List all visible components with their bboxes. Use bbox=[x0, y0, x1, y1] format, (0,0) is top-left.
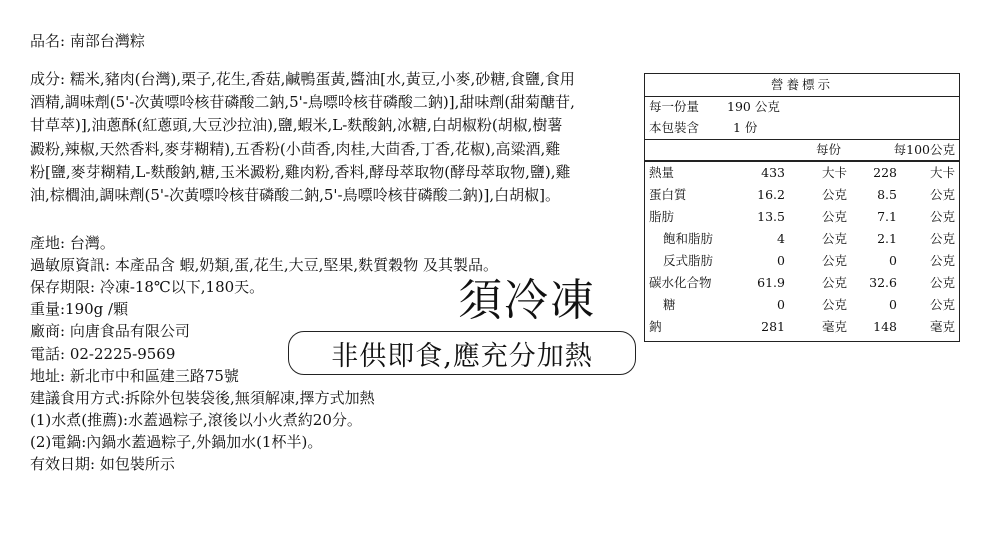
per-serving-unit: 公克 bbox=[821, 274, 847, 290]
per-serving-value: 61.9 bbox=[757, 274, 785, 290]
phone-text: 電話: 02-2225-9569 bbox=[30, 345, 176, 363]
nutrient-name: 糖 bbox=[663, 296, 676, 312]
nutrient-name: 鈉 bbox=[649, 318, 662, 334]
product-name: 品名: 南部台灣粽 bbox=[30, 32, 145, 50]
origin-text: 產地: 台灣。 bbox=[30, 234, 115, 252]
heat-notice-text: 非供即食,應充分加熱 bbox=[331, 340, 593, 372]
serving-size-row bbox=[645, 96, 959, 118]
servings-row bbox=[645, 117, 959, 139]
per-100g-unit: 公克 bbox=[929, 209, 955, 225]
keep-frozen-stamp: 須冷凍 bbox=[458, 275, 596, 326]
per-100g-unit: 公克 bbox=[929, 231, 955, 247]
per-100g-value: 8.5 bbox=[877, 187, 897, 203]
per-100g-value: 7.1 bbox=[877, 209, 897, 225]
nutrition-row bbox=[645, 184, 959, 206]
serving-size-label: 每一份量 bbox=[649, 98, 700, 114]
per-serving-unit: 大卡 bbox=[821, 165, 847, 181]
per-serving-unit: 公克 bbox=[821, 231, 847, 247]
usage-title: 建議食用方式:拆除外包裝袋後,無須解凍,擇方式加熱 bbox=[30, 389, 375, 407]
nutrient-name: 熱量 bbox=[649, 165, 675, 181]
per-serving-unit: 公克 bbox=[821, 209, 847, 225]
per-serving-header: 每份 bbox=[815, 141, 841, 157]
nutrition-title: 營養標示 bbox=[770, 77, 833, 92]
per-100g-header: 每100公克 bbox=[893, 141, 955, 157]
per-serving-unit: 公克 bbox=[821, 187, 847, 203]
per-serving-value: 0 bbox=[777, 296, 785, 312]
servings-label: 本包裝含 bbox=[649, 120, 700, 136]
nutrient-name: 飽和脂肪 bbox=[663, 231, 714, 247]
manufacturer-text: 廠商: 向唐食品有限公司 bbox=[30, 322, 190, 340]
servings-value: 1 份 bbox=[733, 120, 758, 136]
expiry-text: 有效日期: 如包裝所示 bbox=[30, 455, 175, 473]
per-serving-value: 433 bbox=[761, 165, 785, 181]
column-header-row bbox=[645, 139, 959, 161]
storage-text: 保存期限: 冷凍-18℃以下,180天。 bbox=[30, 278, 265, 296]
nutrient-name: 蛋白質 bbox=[649, 187, 687, 203]
per-100g-unit: 大卡 bbox=[929, 165, 955, 181]
per-100g-unit: 公克 bbox=[929, 296, 955, 312]
nutrition-table bbox=[644, 73, 960, 342]
nutrient-name: 脂肪 bbox=[649, 209, 675, 225]
per-100g-value: 2.1 bbox=[877, 231, 897, 247]
per-serving-unit: 公克 bbox=[821, 253, 847, 268]
per-100g-value: 32.6 bbox=[869, 274, 897, 290]
per-100g-unit: 公克 bbox=[929, 274, 955, 290]
nutrition-row bbox=[645, 206, 959, 228]
nutrition-row bbox=[645, 162, 959, 184]
per-100g-unit: 公克 bbox=[929, 187, 955, 203]
allergen-text: 過敏原資訊: 本產品含 蝦,奶類,蛋,花生,大豆,堅果,麩質穀物 及其製品。 bbox=[30, 256, 498, 274]
per-serving-unit: 毫克 bbox=[821, 318, 847, 334]
usage-boil: (1)水煮(推薦):水蓋過粽子,滾後以小火煮約20分。 bbox=[30, 411, 362, 429]
nutrition-row bbox=[645, 228, 959, 250]
weight-text: 重量:190g /顆 bbox=[30, 300, 129, 318]
nutrition-row bbox=[645, 272, 959, 294]
nutrition-row bbox=[645, 316, 959, 338]
per-serving-unit: 公克 bbox=[821, 296, 847, 312]
per-serving-value: 16.2 bbox=[757, 187, 785, 203]
per-100g-value: 228 bbox=[873, 165, 897, 181]
usage-rice-cooker: (2)電鍋:內鍋水蓋過粽子,外鍋加水(1杯半)。 bbox=[30, 433, 323, 451]
nutrient-name: 碳水化合物 bbox=[649, 274, 712, 290]
per-serving-value: 13.5 bbox=[757, 209, 785, 225]
per-serving-value: 281 bbox=[761, 318, 785, 334]
address-text: 地址: 新北市中和區建三路75號 bbox=[30, 367, 239, 385]
nutrition-row bbox=[645, 294, 959, 316]
serving-size-value: 190 公克 bbox=[727, 98, 780, 114]
nutrition-row bbox=[645, 250, 959, 272]
per-100g-unit: 毫克 bbox=[929, 318, 955, 334]
per-100g-value: 148 bbox=[873, 318, 897, 334]
per-100g-value: 0 bbox=[889, 253, 897, 268]
ingredients-text: 成分: 糯米,豬肉(台灣),栗子,花生,香菇,鹹鴨蛋黃,醬油[水,黃豆,小麥,砂糖,食鹽,食用酒精,調味劑(5'-次黃嘌呤核苷磷酸二鈉,5'-鳥嘌呤核苷磷酸二鈉)],甜味劑(甜菊醣苷,甘草萃)],油蔥酥(紅蔥頭,大豆沙拉油),鹽,蝦米,L-麩酸鈉,冰糖,白胡椒粉(胡椒,樹薯澱粉,辣椒,天然香料,麥芽糊精),五香粉(小茴香,肉桂,大茴香,丁香,花椒),高粱酒,雞粉[鹽,麥芽糊精,L-麩酸鈉,糖,玉米澱粉,雞肉粉,香料,酵母萃取物(酵母萃取物,鹽),雞油,棕櫚油,調味劑(5'-次黃嘌呤核苷磷酸二鈉,5'-鳥嘌呤核苷磷酸二鈉)],白胡椒]。 bbox=[30, 70, 575, 205]
per-serving-value: 4 bbox=[777, 231, 785, 247]
per-100g-unit: 公克 bbox=[929, 253, 955, 268]
per-serving-value: 0 bbox=[777, 253, 785, 268]
nutrient-name: 反式脂肪 bbox=[663, 253, 714, 268]
per-100g-value: 0 bbox=[889, 296, 897, 312]
heat-notice-box bbox=[288, 331, 636, 375]
